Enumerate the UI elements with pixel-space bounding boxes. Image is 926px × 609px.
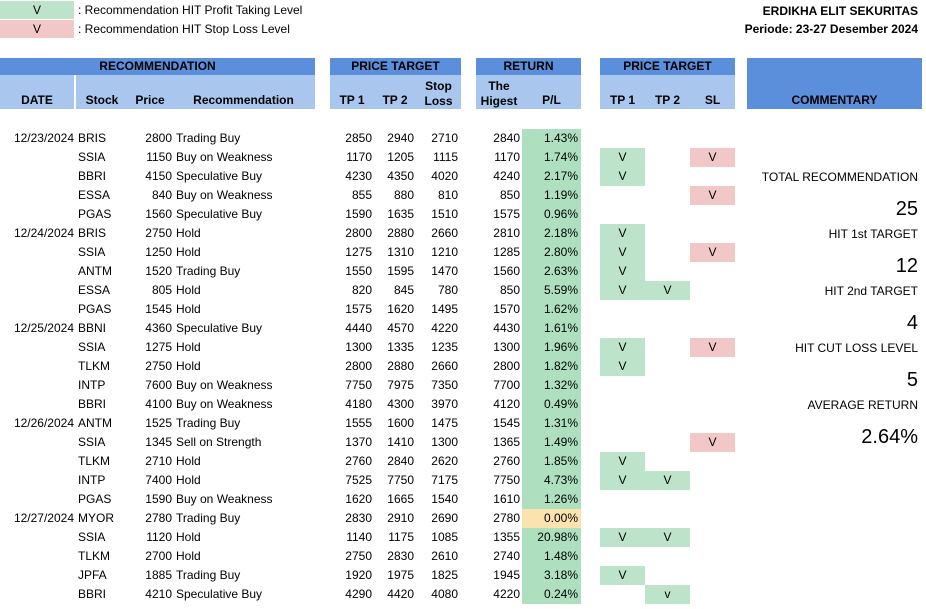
header-price-target-group: PRICE TARGET: [330, 58, 461, 75]
cell-hit-tp1: V: [600, 528, 645, 547]
cell-highest: 2760: [493, 454, 520, 468]
cell-date: [0, 357, 74, 376]
hit-cut-loss-label: HIT CUT LOSS LEVEL: [795, 341, 918, 355]
cell-pl: 1.43%: [522, 129, 581, 148]
cell-tp1: 1370: [345, 435, 372, 449]
cell-recommendation: Speculative Buy: [176, 207, 263, 221]
cell-tp1: 1275: [345, 245, 372, 259]
cell-pl: 4.73%: [522, 471, 581, 490]
cell-price: 1560: [145, 207, 172, 221]
cell-price: 1345: [145, 435, 172, 449]
cell-tp2: 2840: [387, 454, 414, 468]
cell-date: [0, 186, 74, 205]
cell-stop-loss: 810: [437, 188, 458, 202]
cell-recommendation: Trading Buy: [176, 131, 241, 145]
cell-hit-sl: V: [690, 338, 735, 357]
cell-date: [0, 262, 74, 281]
cell-tp2: 1595: [387, 264, 414, 278]
cell-tp2: 1175: [388, 530, 414, 544]
cell-tp1: 1550: [345, 264, 372, 278]
cell-tp2: 1635: [387, 207, 414, 221]
cell-tp1: 2830: [345, 511, 372, 525]
cell-stop-loss: 4020: [431, 169, 458, 183]
cell-tp1: 2750: [345, 549, 372, 563]
cell-date: [0, 395, 74, 414]
cell-pl: 1.19%: [522, 186, 581, 205]
cell-tp2: 4420: [387, 587, 414, 601]
cell-recommendation: Hold: [176, 473, 201, 487]
average-return-value: 2.64%: [861, 426, 918, 448]
cell-tp1: 4440: [345, 321, 372, 335]
cell-pl: 1.32%: [522, 376, 581, 395]
cell-pl: 0.00%: [522, 509, 581, 528]
cell-highest: 1575: [493, 207, 520, 221]
cell-highest: 1365: [493, 435, 520, 449]
cell-stop-loss: 1510: [431, 207, 458, 221]
cell-tp1: 4230: [345, 169, 372, 183]
hit-cut-loss-value: 5: [906, 369, 918, 391]
cell-pl: 0.96%: [522, 205, 581, 224]
cell-highest: 4430: [493, 321, 520, 335]
cell-stop-loss: 1235: [431, 340, 458, 354]
cell-price: 1590: [145, 492, 172, 506]
cell-price: 1120: [146, 530, 172, 544]
cell-hit-tp1: V: [600, 471, 645, 490]
cell-recommendation: Hold: [176, 283, 201, 297]
cell-tp2: 1335: [387, 340, 414, 354]
cell-pl: 0.49%: [522, 395, 581, 414]
cell-price: 7600: [145, 378, 172, 392]
cell-price: 805: [151, 283, 172, 297]
cell-pl: 0.24%: [522, 585, 581, 604]
cell-price: 2750: [145, 359, 172, 373]
header-pl: P/L: [522, 75, 581, 109]
cell-tp1: 1620: [345, 492, 372, 506]
cell-stop-loss: 2660: [431, 226, 458, 240]
cell-recommendation: Buy on Weakness: [176, 397, 273, 411]
cell-highest: 4220: [493, 587, 520, 601]
cell-recommendation: Trading Buy: [176, 416, 241, 430]
cell-tp2: 1600: [387, 416, 414, 430]
cell-tp2: 1410: [387, 435, 414, 449]
cell-hit-tp1: V: [600, 148, 645, 167]
header-highest: [476, 75, 522, 109]
cell-tp2: 1975: [387, 568, 414, 582]
cell-pl: 2.17%: [522, 167, 581, 186]
cell-recommendation: Speculative Buy: [176, 587, 263, 601]
cell-stop-loss: 7175: [431, 473, 458, 487]
cell-highest: 850: [499, 188, 520, 202]
cell-date: [0, 433, 74, 452]
cell-stock: JPFA: [78, 568, 107, 582]
cell-stock: ANTM: [78, 416, 112, 430]
cell-price: 2710: [145, 454, 172, 468]
cell-hit-tp1: V: [600, 243, 645, 262]
cell-pl: 20.98%: [522, 528, 581, 547]
cell-price: 840: [151, 188, 172, 202]
report-period: Periode: 23-27 Desember 2024: [744, 22, 918, 36]
cell-stock: TLKM: [78, 549, 111, 563]
cell-hit-tp1: V: [600, 452, 645, 471]
cell-price: 2700: [145, 549, 172, 563]
cell-tp1: 1920: [345, 568, 372, 582]
cell-stock: PGAS: [78, 492, 112, 506]
cell-stock: PGAS: [78, 207, 112, 221]
cell-stop-loss: 4080: [431, 587, 458, 601]
cell-price: 1520: [145, 264, 172, 278]
header-hit-group: PRICE TARGET: [600, 58, 735, 75]
cell-stop-loss: 3970: [431, 397, 458, 411]
cell-price: 7400: [145, 473, 172, 487]
cell-hit-tp1: V: [600, 224, 645, 243]
cell-date: [0, 566, 74, 585]
cell-date: [0, 281, 74, 300]
cell-date: 12/27/2024: [13, 511, 74, 525]
cell-date: 12/25/2024: [13, 321, 74, 335]
cell-highest: 850: [499, 283, 520, 297]
cell-tp2: 2940: [387, 131, 414, 145]
cell-tp1: 7525: [345, 473, 372, 487]
legend-sl-swatch: V: [0, 20, 74, 38]
cell-highest: 1170: [494, 150, 520, 164]
cell-tp1: 1170: [346, 150, 372, 164]
cell-hit-tp1: V: [600, 281, 645, 300]
cell-hit-tp2: V: [645, 281, 690, 300]
cell-stock: BRIS: [78, 131, 107, 145]
header-return-group: RETURN: [476, 58, 581, 75]
cell-stop-loss: 2620: [431, 454, 458, 468]
cell-highest: 1285: [493, 245, 520, 259]
cell-stock: INTP: [78, 378, 106, 392]
cell-date: [0, 205, 74, 224]
cell-stop-loss: 4220: [431, 321, 458, 335]
cell-price: 1885: [145, 568, 172, 582]
cell-stop-loss: 1495: [431, 302, 458, 316]
header-commentary: COMMENTARY: [747, 58, 922, 109]
cell-highest: 4120: [493, 397, 520, 411]
cell-pl: 2.63%: [522, 262, 581, 281]
cell-hit-tp2: v: [645, 585, 690, 604]
cell-recommendation: Trading Buy: [176, 568, 241, 582]
cell-highest: 4240: [493, 169, 520, 183]
cell-stock: SSIA: [78, 150, 106, 164]
cell-stock: SSIA: [78, 340, 106, 354]
cell-pl: 1.85%: [522, 452, 581, 471]
cell-pl: 1.49%: [522, 433, 581, 452]
cell-stock: ANTM: [78, 264, 112, 278]
cell-stock: SSIA: [78, 245, 106, 259]
header-the: The: [488, 79, 510, 93]
cell-tp1: 7750: [345, 378, 372, 392]
total-recommendation-value: 25: [895, 198, 918, 220]
cell-hit-tp1: V: [600, 167, 645, 186]
cell-date: 12/26/2024: [13, 416, 74, 430]
cell-highest: 2810: [493, 226, 520, 240]
cell-tp1: 1590: [345, 207, 372, 221]
cell-recommendation: Trading Buy: [176, 264, 241, 278]
cell-price: 2800: [145, 131, 172, 145]
header-recommendation-group: RECOMMENDATION: [0, 58, 315, 75]
legend-tp-text: : Recommendation HIT Profit Taking Level: [78, 3, 303, 17]
header-hit-sl: SL: [690, 75, 735, 109]
cell-pl: 1.96%: [522, 338, 581, 357]
cell-highest: 1560: [493, 264, 520, 278]
cell-hit-sl: V: [690, 433, 735, 452]
cell-price: 2780: [145, 511, 172, 525]
cell-pl: 1.62%: [522, 300, 581, 319]
cell-tp2: 4350: [387, 169, 414, 183]
cell-hit-tp1: V: [600, 338, 645, 357]
cell-pl: 1.26%: [522, 490, 581, 509]
cell-pl: 2.80%: [522, 243, 581, 262]
cell-stop-loss: 7350: [431, 378, 458, 392]
cell-stock: PGAS: [78, 302, 112, 316]
cell-tp1: 2850: [345, 131, 372, 145]
cell-stock: BBRI: [78, 169, 107, 183]
cell-stock: SSIA: [78, 435, 106, 449]
cell-tp1: 2760: [345, 454, 372, 468]
average-return-label: AVERAGE RETURN: [807, 398, 918, 412]
cell-price: 4150: [145, 169, 172, 183]
cell-tp1: 1300: [345, 340, 372, 354]
header-higest: Higest: [480, 94, 518, 108]
cell-stock: MYOR: [78, 511, 114, 525]
cell-highest: 1300: [493, 340, 520, 354]
cell-stock: TLKM: [78, 359, 111, 373]
cell-pl: 2.18%: [522, 224, 581, 243]
cell-recommendation: Buy on Weakness: [176, 492, 273, 506]
cell-date: [0, 148, 74, 167]
header-stock: Stock: [76, 75, 128, 109]
cell-stop-loss: 2690: [431, 511, 458, 525]
cell-recommendation: Hold: [176, 359, 201, 373]
hit-first-target-label: HIT 1st TARGET: [828, 227, 918, 241]
cell-recommendation: Hold: [176, 454, 201, 468]
cell-pl: 1.31%: [522, 414, 581, 433]
cell-price: 1275: [145, 340, 172, 354]
cell-recommendation: Hold: [176, 302, 201, 316]
cell-stop-loss: 1115: [433, 150, 458, 164]
cell-tp2: 2910: [387, 511, 414, 525]
cell-recommendation: Buy on Weakness: [176, 150, 273, 164]
cell-stop-loss: 1300: [431, 435, 458, 449]
cell-recommendation: Sell on Strength: [176, 435, 262, 449]
cell-recommendation: Hold: [176, 340, 201, 354]
cell-recommendation: Buy on Weakness: [176, 188, 273, 202]
cell-hit-tp1: V: [600, 566, 645, 585]
hit-second-target-label: HIT 2nd TARGET: [824, 284, 918, 298]
header-tp2: TP 2: [374, 75, 416, 109]
cell-highest: 2800: [493, 359, 520, 373]
cell-tp2: 1205: [387, 150, 414, 164]
cell-highest: 1610: [493, 492, 520, 506]
cell-recommendation: Speculative Buy: [176, 321, 263, 335]
cell-stock: BRIS: [78, 226, 107, 240]
cell-tp1: 2800: [345, 226, 372, 240]
cell-highest: 1545: [493, 416, 520, 430]
header-loss: Loss: [424, 94, 453, 108]
cell-date: [0, 376, 74, 395]
cell-tp2: 845: [393, 283, 414, 297]
cell-date: [0, 471, 74, 490]
cell-date: [0, 167, 74, 186]
cell-date: 12/24/2024: [13, 226, 74, 240]
cell-date: [0, 528, 74, 547]
cell-stock: BBNI: [78, 321, 107, 335]
cell-price: 1545: [145, 302, 172, 316]
cell-pl: 3.18%: [522, 566, 581, 585]
cell-stop-loss: 1210: [431, 245, 458, 259]
cell-stop-loss: 780: [437, 283, 458, 297]
cell-recommendation: Hold: [176, 530, 201, 544]
cell-tp1: 1140: [346, 530, 372, 544]
cell-recommendation: Hold: [176, 226, 201, 240]
cell-stop-loss: 2710: [431, 131, 458, 145]
header-hit-tp2: TP 2: [645, 75, 690, 109]
cell-tp2: 2830: [387, 549, 414, 563]
cell-tp2: 2880: [387, 359, 414, 373]
cell-hit-tp1: V: [600, 262, 645, 281]
cell-stock: ESSA: [78, 188, 111, 202]
cell-tp1: 4290: [345, 587, 372, 601]
cell-tp1: 2800: [345, 359, 372, 373]
cell-highest: 1570: [493, 302, 520, 316]
cell-tp2: 880: [393, 188, 414, 202]
cell-tp1: 4180: [345, 397, 372, 411]
cell-tp1: 1575: [345, 302, 372, 316]
cell-tp2: 1620: [387, 302, 414, 316]
cell-highest: 2840: [493, 131, 520, 145]
cell-tp2: 1665: [387, 492, 414, 506]
cell-stop-loss: 2610: [431, 549, 458, 563]
cell-date: [0, 452, 74, 471]
cell-stock: BBRI: [78, 397, 107, 411]
cell-pl: 1.48%: [522, 547, 581, 566]
cell-hit-sl: V: [690, 186, 735, 205]
cell-tp2: 4570: [387, 321, 414, 335]
cell-hit-tp2: V: [645, 528, 690, 547]
cell-stop-loss: 1825: [431, 568, 458, 582]
cell-tp1: 1555: [345, 416, 372, 430]
cell-stop-loss: 1085: [431, 530, 458, 544]
cell-date: [0, 547, 74, 566]
cell-price: 1150: [146, 150, 172, 164]
header-stop-loss: [416, 75, 461, 109]
cell-stock: INTP: [78, 473, 106, 487]
cell-pl: 1.82%: [522, 357, 581, 376]
cell-highest: 7700: [493, 378, 520, 392]
cell-stock: ESSA: [78, 283, 111, 297]
cell-price: 4210: [145, 587, 172, 601]
cell-date: [0, 490, 74, 509]
hit-first-target-value: 12: [895, 255, 918, 277]
cell-tp2: 7750: [387, 473, 414, 487]
cell-date: [0, 243, 74, 262]
cell-stop-loss: 1475: [431, 416, 458, 430]
cell-pl: 1.74%: [522, 148, 581, 167]
cell-highest: 1945: [493, 568, 520, 582]
cell-date: [0, 338, 74, 357]
cell-stock: BBRI: [78, 587, 107, 601]
cell-price: 1525: [145, 416, 172, 430]
cell-stop-loss: 1470: [431, 264, 458, 278]
cell-price: 4100: [145, 397, 172, 411]
cell-price: 4360: [145, 321, 172, 335]
header-stop: Stop: [425, 79, 452, 93]
cell-tp1: 855: [351, 188, 372, 202]
legend-sl-text: : Recommendation HIT Stop Loss Level: [78, 22, 290, 36]
cell-recommendation: Hold: [176, 245, 201, 259]
cell-price: 2750: [145, 226, 172, 240]
cell-recommendation: Hold: [176, 549, 201, 563]
cell-highest: 2780: [493, 511, 520, 525]
cell-pl: 1.61%: [522, 319, 581, 338]
cell-stock: SSIA: [78, 530, 106, 544]
total-recommendation-label: TOTAL RECOMMENDATION: [761, 170, 918, 184]
cell-date: 12/23/2024: [13, 131, 74, 145]
cell-tp2: 4300: [387, 397, 414, 411]
cell-hit-sl: V: [690, 148, 735, 167]
cell-highest: 7750: [493, 473, 520, 487]
company-name: ERDIKHA ELIT SEKURITAS: [762, 4, 918, 18]
cell-price: 1250: [145, 245, 172, 259]
cell-tp2: 2880: [387, 226, 414, 240]
cell-hit-sl: V: [690, 243, 735, 262]
cell-date: [0, 585, 74, 604]
header-date: DATE: [0, 75, 74, 109]
cell-recommendation: Buy on Weakness: [176, 378, 273, 392]
cell-tp2: 7975: [387, 378, 414, 392]
cell-date: [0, 300, 74, 319]
header-hit-tp1: TP 1: [600, 75, 645, 109]
header-tp1: TP 1: [330, 75, 374, 109]
cell-highest: 2740: [493, 549, 520, 563]
cell-pl: 5.59%: [522, 281, 581, 300]
cell-stop-loss: 2660: [431, 359, 458, 373]
cell-highest: 1355: [493, 530, 520, 544]
cell-stop-loss: 1540: [431, 492, 458, 506]
cell-hit-tp1: V: [600, 357, 645, 376]
legend-tp-swatch: V: [0, 1, 74, 19]
cell-recommendation: Trading Buy: [176, 511, 241, 525]
header-recommendation: Recommendation: [172, 75, 315, 109]
cell-stock: TLKM: [78, 454, 111, 468]
cell-tp1: 820: [351, 283, 372, 297]
hit-second-target-value: 4: [906, 312, 918, 334]
header-price: Price: [128, 75, 172, 109]
cell-hit-tp2: V: [645, 471, 690, 490]
cell-tp2: 1310: [387, 245, 414, 259]
cell-recommendation: Speculative Buy: [176, 169, 263, 183]
